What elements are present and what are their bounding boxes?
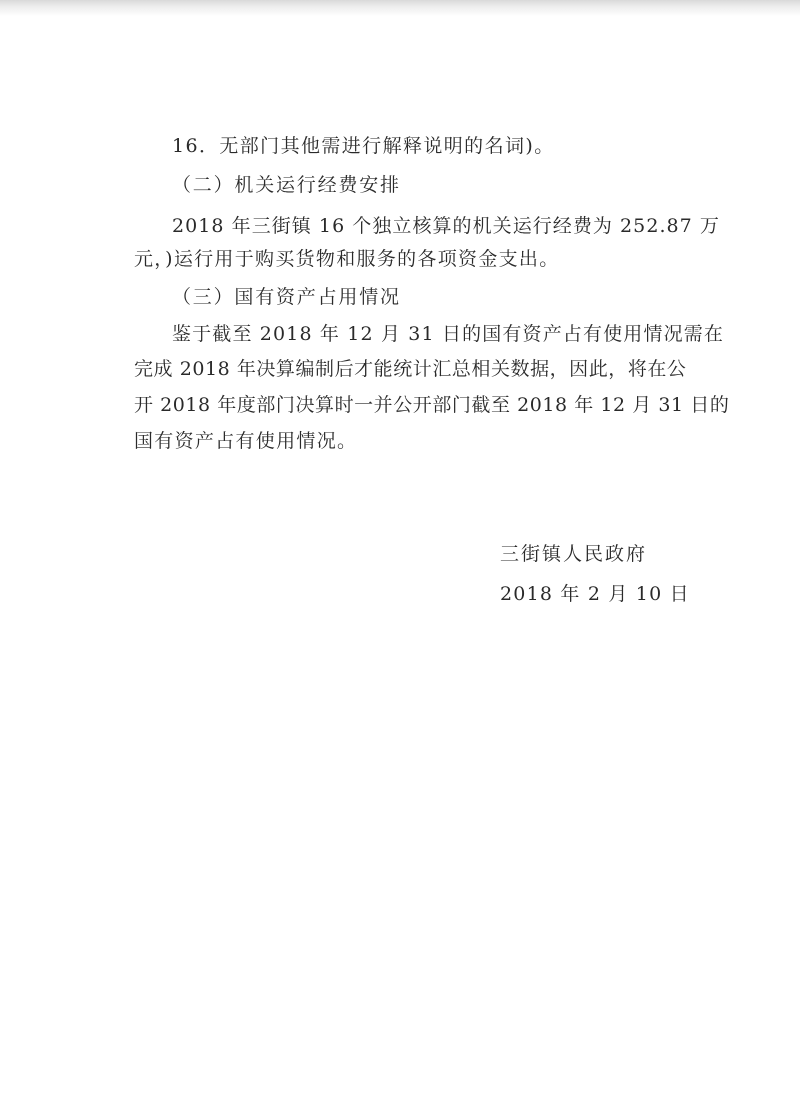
paragraph-line: 完成 2018 年决算编制后才能统计汇总相关数据，因此，将在公 (134, 358, 687, 380)
paragraph-line: 国有资产占有使用情况。 (134, 430, 358, 452)
paragraph-line: 鉴于截至 2018 年 12 月 31 日的国有资产占有使用情况需在 (172, 323, 725, 345)
section-heading: （三）国有资产占用情况 (172, 286, 401, 308)
paragraph-line: 2018 年三街镇 16 个独立核算的机关运行经费为 252.87 万 (172, 215, 720, 237)
paragraph-line: 元，)运行用于购买货物和服务的各项资金支出。 (134, 248, 560, 270)
paragraph-line: 16．无部门其他需进行解释说明的名词)。 (172, 135, 555, 157)
signature-date: 2018 年 2 月 10 日 (500, 583, 690, 605)
section-heading: （二）机关运行经费安排 (172, 174, 401, 196)
paragraph-line: 开 2018 年度部门决算时一并公开部门截至 2018 年 12 月 31 日的 (134, 394, 730, 416)
signature-organization: 三街镇人民政府 (500, 543, 648, 565)
